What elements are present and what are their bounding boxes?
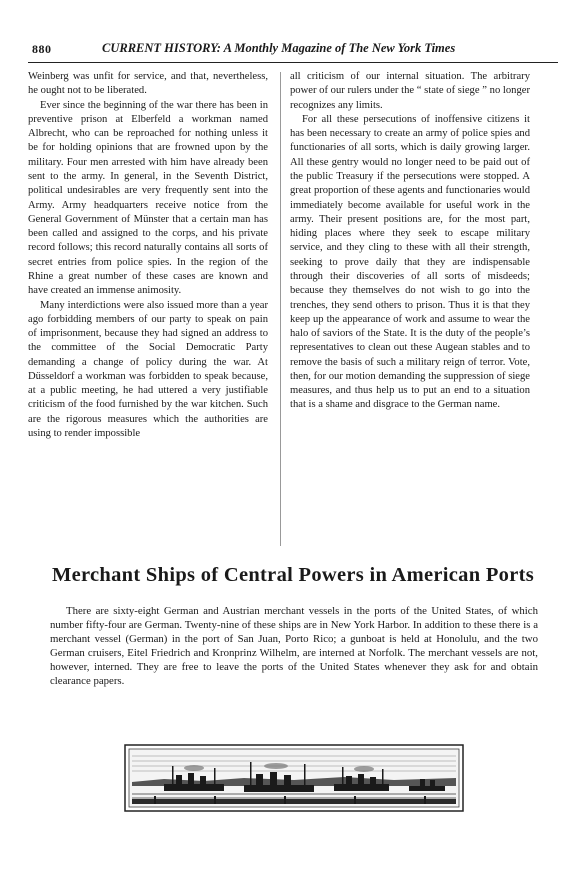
article-body (50, 604, 538, 689)
two-column-text (28, 70, 558, 570)
running-title: CURRENT HISTORY: A Monthly Magazine of The New York Times (102, 41, 456, 55)
running-header (28, 40, 558, 63)
left-paragraph: Weinberg was unfit for service, and that, nevertheless, he ought not to be liberated. (28, 71, 268, 97)
left-paragraph: Ever since the beginning of the war there has been in preventive prison at Elberfeld a workman named Albrecht, who can be reproached for nothing unless it be for holding opinions that are frowned upon by the military. Four men arrested with him have already been sent to the army. In general, in the Seventh District, political undesirables are very frequently sent into the Army. Army headquarters receive notice from the General Government of Münster that a certain man has been called and assigned to the corps, and his private record follows; this record naturally contains all sorts of secret entries from police spies. In the region of the Rhine a great number of these cases are known and have created an immense animosity. (28, 99, 268, 297)
right-column (290, 70, 530, 413)
left-paragraph: Many interdictions were also issued more than a year ago forbidding members of our party to speak on pain of imprisonment, because they had signed an address to the committee of the Social Democratic Party demanding a change of policy during the war. At Düsseldorf a workman was forbidden to speak because, at a public meeting, he had uttered a very justifiable criticism of the food furnished by the war kitchen. Such are the rigorous measures which the authorities are using to render impossible (28, 299, 268, 440)
page-number: 880 (32, 42, 52, 56)
article-paragraph: There are sixty-eight German and Austrian merchant vessels in the ports of the United States, of which number fifty-four are German. Twenty-nine of these ships are in New York Harbor. In addition to these there is a merchant vessel (German) in the port of San Juan, Porto Rico; a gunboat is held at Honolulu, and the two German cruisers, Eitel Friedrich and Kronprinz Wilhelm, are interned at Norfolk. The merchant vessels are not, however, interned. They are free to leave the ports of the United States whenever they ask for and obtain clearance papers. (50, 605, 538, 688)
column-divider (280, 72, 281, 546)
right-paragraph: all criticism of our internal situation. The arbitrary power of our rulers under the “ state of siege ” no longer recognizes any limits. (290, 71, 530, 111)
harbor-ships-illustration (124, 744, 464, 812)
right-paragraph: For all these persecutions of inoffensive citizens it has been necessary to create an army of police spies and functionaries of all sorts, which is daily growing larger. All these gentry would no longer need to be paid out of the public Treasury if the persecutions were stopped. A great proportion of these agents and functionaries would immediately become available for useful work in the army. Their present positions are, for the most part, hiding places where they seek to escape military service, and they cling to these with all their strength, seeking to prove daily that they are indispensable through their discoveries of all sorts of misdeeds; because they themselves do not wish to go into the trenches, they send others to prison. Thus it is that they keep up the appearance of work and assume to wear the halo of saviors of the State. It is the duty of the people’s representatives to clean out these Augean stables and to remove the basis of such a military reign of terror. Vote, then, for our motion demanding the suppression of siege measures, and thus help us to put an end to a situation that is a shame and disgrace to the German name. (290, 113, 530, 411)
article-title: Merchant Ships of Central Powers in American Ports (51, 564, 535, 586)
left-column (28, 70, 268, 441)
